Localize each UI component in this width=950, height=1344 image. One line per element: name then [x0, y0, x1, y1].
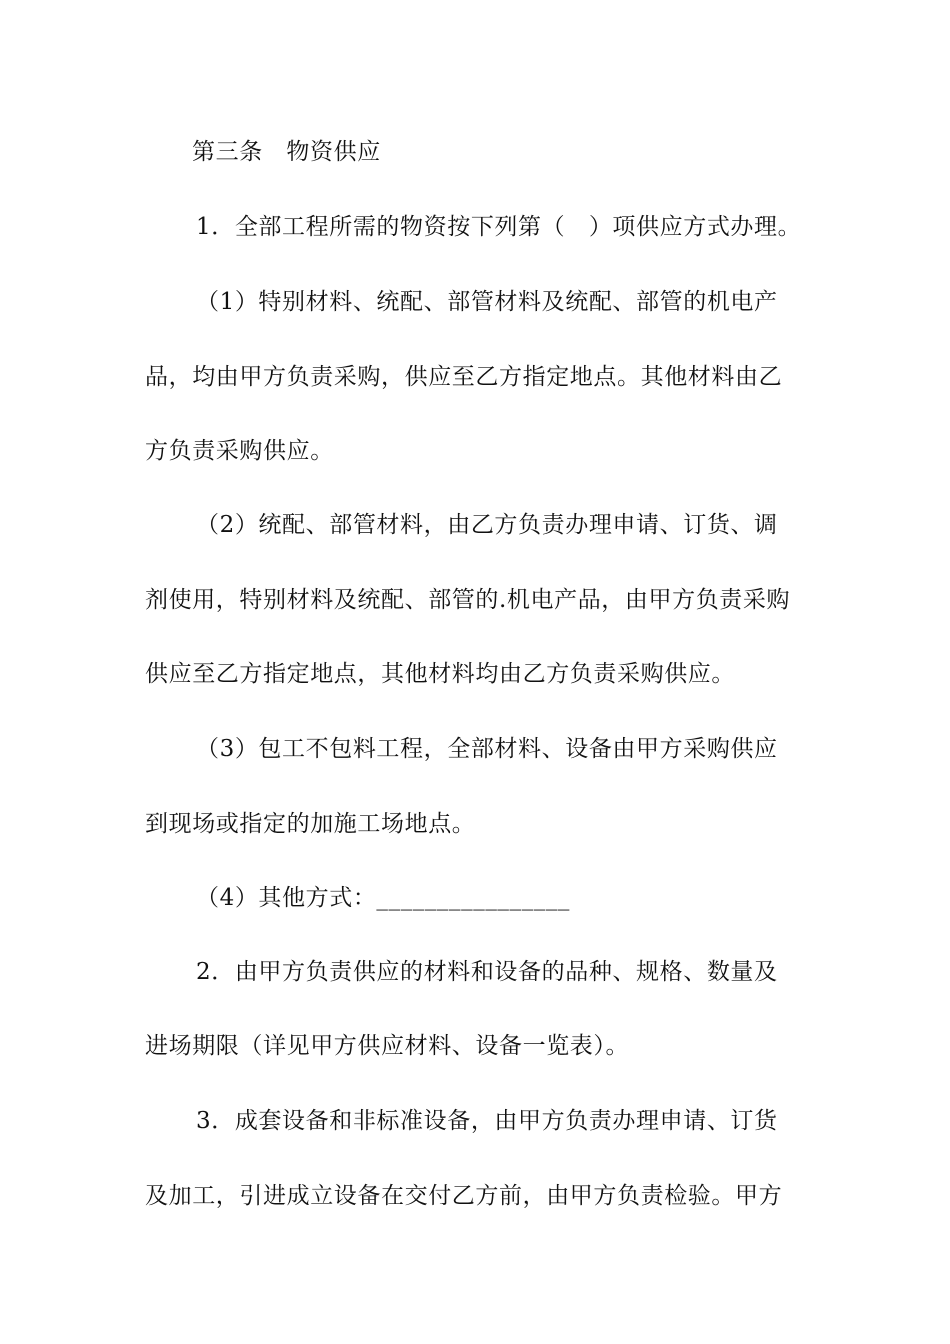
paragraph-line: 2．由甲方负责供应的材料和设备的品种、规格、数量及 — [196, 959, 778, 985]
section-heading: 第三条 物资供应 — [192, 139, 381, 165]
paragraph-line: （1）特别材料、统配、部管材料及统配、部管的机电产 — [196, 289, 778, 315]
paragraph-line: （3）包工不包料工程，全部材料、设备由甲方采购供应 — [196, 736, 778, 762]
paragraph-line: 供应至乙方指定地点，其他材料均由乙方负责采购供应。 — [145, 661, 735, 687]
paragraph-line: （2）统配、部管材料，由乙方负责办理申请、订货、调 — [196, 512, 778, 538]
paragraph-line: 进场期限（详见甲方供应材料、设备一览表）。 — [145, 1033, 630, 1059]
paragraph-line: 方负责采购供应。 — [145, 438, 334, 464]
paragraph-line: 1．全部工程所需的物资按下列第（ ）项供应方式办理。 — [196, 214, 802, 240]
paragraph-line: 品，均由甲方负责采购，供应至乙方指定地点。其他材料由乙 — [145, 364, 783, 390]
paragraph-line: 到现场或指定的加施工场地点。 — [145, 811, 476, 837]
paragraph-line: 剂使用，特别材料及统配、部管的.机电产品，由甲方负责采购 — [145, 587, 791, 613]
paragraph-line: （4）其他方式：________________ — [196, 885, 571, 911]
paragraph-line: 及加工，引进成立设备在交付乙方前，由甲方负责检验。甲方 — [145, 1183, 783, 1209]
paragraph-line: 3．成套设备和非标准设备，由甲方负责办理申请、订货 — [196, 1108, 778, 1134]
